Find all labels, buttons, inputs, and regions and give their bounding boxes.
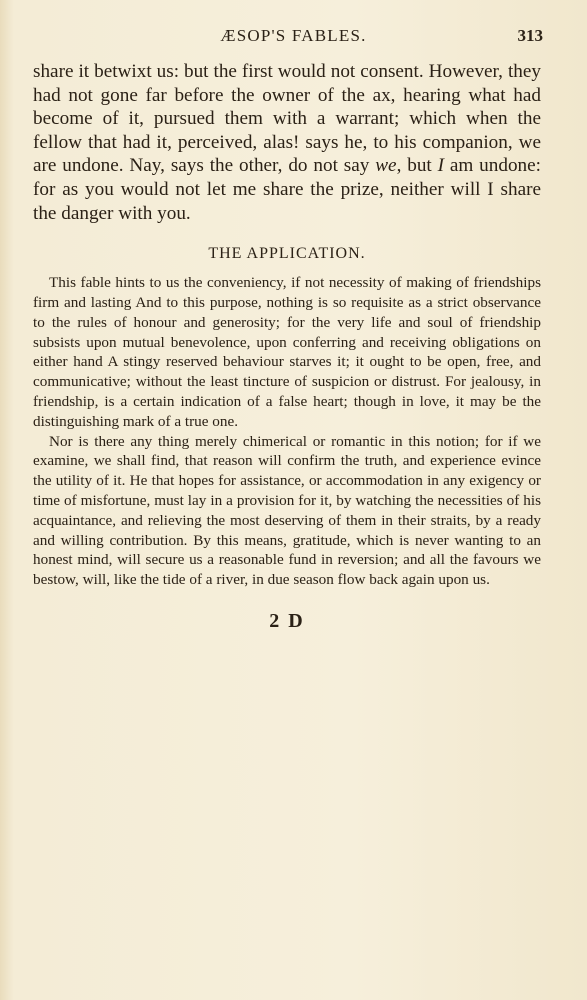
fable-text-after: am undone: for as you would not let me share the prize, neither will I share the danger with you.: [33, 155, 541, 224]
fable-text: [33, 60, 541, 225]
application-paragraph-2: Nor is there any thing merely chimerical or romantic in this notion; for if we examine, we shall find, that reason will confirm the truth, and experience evince the utility of it. He that hopes for assistance, or accommodation in any exigency or time of misfortune, must lay in a provision for it, by watching the necessities of his acquaintance, and relieving the most deserving of them in their straits, by a ready and willing contribution. By this means, gratitude, which is never wanting to an honest mind, will secure us a reasonable fund in reversion; and all the favours we bestow, will, like the tide of a river, in due season flow back again upon us.: [33, 432, 541, 589]
emphasis-i: I: [437, 155, 444, 177]
application-text: [33, 273, 541, 590]
application-heading: THE APPLICATION.: [208, 245, 366, 263]
page-header: [0, 26, 587, 52]
page-body: [33, 60, 541, 633]
fable-text-before: share it betwixt us: but the first would not consent. However, they had not gone far before the owner of the ax, hearing what had become of it, pursued them with a warrant; which when the fellow that had it, perceived, alas! says he, to his companion, we are undone. Nay, says the other, do not say: [33, 61, 541, 177]
fable-text-middle: , but: [396, 155, 438, 177]
running-title: ÆSOP'S FABLES.: [220, 26, 367, 45]
application-paragraph-1: This fable hints to us the conveniency, if not necessity of making of friendships firm and lasting And to this purpose, nothing is so requisite as a strict observance to the rules of honour and generosity; for the very life and soul of friendship subsists upon mutual benevolence, upon conferring and receiving obligations on either hand A stingy reserved behaviour starves it; it ought to be open, free, and communicative; without the least tincture of suspicion or distrust. For jealousy, in friendship, is a certain indication of a false heart; though in love, it may be the distinguishing mark of a true one.: [33, 274, 541, 430]
emphasis-we: we: [375, 155, 397, 177]
fable-paragraph: [33, 60, 541, 225]
signature-mark: 2 D: [269, 609, 305, 632]
page-number: 313: [517, 26, 543, 45]
